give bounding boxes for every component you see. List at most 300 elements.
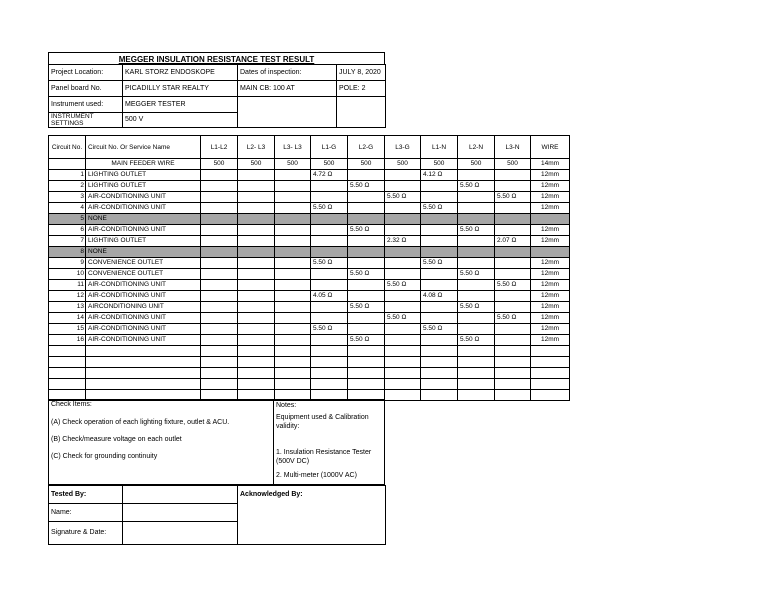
reading-cell: [458, 346, 495, 357]
reading-cell: [275, 302, 311, 313]
reading-cell: [238, 280, 275, 291]
tested-by-label: Tested By:: [49, 486, 123, 504]
reading-cell: [201, 181, 238, 192]
reading-cell: [385, 225, 421, 236]
reading-cell: [348, 192, 385, 203]
reading-cell: [495, 357, 531, 368]
reading-cell: [275, 269, 311, 280]
reading-cell: [238, 379, 275, 390]
circuit-number-cell: [49, 346, 86, 357]
reading-cell: [311, 269, 348, 280]
reading-cell: [385, 390, 421, 401]
table-row: [49, 203, 570, 214]
header-cell: Instrument used:: [49, 97, 123, 113]
reading-cell: [495, 181, 531, 192]
reading-cell: 4.72 Ω: [311, 170, 348, 181]
header-cell: Dates of inspection:: [238, 65, 337, 81]
reading-cell: [495, 214, 531, 225]
report-title: MEGGER INSULATION RESISTANCE TEST RESULT: [48, 52, 385, 65]
table-row: [49, 258, 570, 269]
service-name-cell: [86, 357, 201, 368]
reading-cell: [458, 203, 495, 214]
reading-cell: 4.05 Ω: [311, 291, 348, 302]
table-row: [49, 236, 570, 247]
reading-cell: [421, 247, 458, 258]
tested-by-field[interactable]: [123, 486, 238, 504]
reading-cell: 5.50 Ω: [348, 269, 385, 280]
wire-cell: 12mm: [531, 280, 570, 291]
header-row: [49, 65, 386, 81]
table-row: [49, 368, 570, 379]
reading-cell: 500: [495, 159, 531, 170]
reading-cell: [348, 203, 385, 214]
circuit-number-cell: 12: [49, 291, 86, 302]
reading-cell: 500: [275, 159, 311, 170]
header-cell: PICADILLY STAR REALTY: [123, 81, 238, 97]
reading-cell: [275, 192, 311, 203]
reading-cell: [348, 357, 385, 368]
wire-cell: [531, 379, 570, 390]
service-name-cell: [86, 346, 201, 357]
circuit-number-cell: 11: [49, 280, 86, 291]
reading-cell: [421, 192, 458, 203]
service-name-cell: [86, 368, 201, 379]
acknowledged-signature-field[interactable]: [238, 522, 386, 545]
reading-cell: [348, 346, 385, 357]
reading-cell: [348, 291, 385, 302]
circuit-number-cell: 3: [49, 192, 86, 203]
reading-cell: [421, 379, 458, 390]
column-header: Circuit No. Or Service Name: [86, 136, 201, 159]
reading-cell: [311, 302, 348, 313]
reading-cell: [238, 291, 275, 302]
reading-cell: [275, 368, 311, 379]
reading-cell: [385, 181, 421, 192]
reading-cell: 5.50 Ω: [458, 269, 495, 280]
column-header: L1-G: [311, 136, 348, 159]
reading-cell: 2.32 Ω: [385, 236, 421, 247]
reading-cell: [421, 280, 458, 291]
circuit-number-cell: 7: [49, 236, 86, 247]
reading-cell: [495, 302, 531, 313]
reading-cell: [238, 236, 275, 247]
reading-cell: [458, 214, 495, 225]
reading-cell: [275, 225, 311, 236]
circuit-number-cell: 1: [49, 170, 86, 181]
reading-cell: 4.12 Ω: [421, 170, 458, 181]
name-field[interactable]: [123, 504, 238, 522]
check-items-box: [48, 399, 274, 485]
wire-cell: [531, 247, 570, 258]
header-cell: MAIN CB: 100 AT: [238, 81, 337, 97]
wire-cell: [531, 214, 570, 225]
check-item-a: (A) Check operation of each lighting fixture, outlet & ACU.: [51, 419, 230, 426]
reading-cell: [495, 368, 531, 379]
circuit-number-cell: [49, 159, 86, 170]
reading-cell: [238, 335, 275, 346]
reading-cell: 4.08 Ω: [421, 291, 458, 302]
acknowledged-name-field[interactable]: [238, 504, 386, 522]
reading-cell: [275, 170, 311, 181]
reading-cell: [495, 335, 531, 346]
header-row: [49, 81, 386, 97]
signature-date-label: Signature & Date:: [49, 522, 123, 545]
reading-cell: 5.50 Ω: [348, 302, 385, 313]
column-header: WIRE: [531, 136, 570, 159]
wire-cell: [531, 368, 570, 379]
reading-cell: [275, 258, 311, 269]
reading-cell: [458, 390, 495, 401]
reading-cell: [311, 313, 348, 324]
check-item-c: (C) Check for grounding continuity: [51, 453, 158, 460]
service-name-cell: LIGHTING OUTLET: [86, 236, 201, 247]
signoff-table: [48, 485, 386, 545]
reading-cell: [495, 269, 531, 280]
reading-cell: [385, 335, 421, 346]
wire-cell: 12mm: [531, 269, 570, 280]
reading-cell: [238, 247, 275, 258]
reading-cell: [238, 302, 275, 313]
reading-cell: [275, 335, 311, 346]
reading-cell: [495, 247, 531, 258]
circuit-number-cell: [49, 379, 86, 390]
column-header: L2-N: [458, 136, 495, 159]
reading-cell: 500: [458, 159, 495, 170]
acknowledged-by-label: Acknowledged By:: [238, 486, 386, 504]
reading-cell: 5.50 Ω: [385, 192, 421, 203]
reading-cell: [421, 214, 458, 225]
reading-cell: 5.50 Ω: [348, 225, 385, 236]
reading-cell: [201, 291, 238, 302]
reading-cell: [275, 280, 311, 291]
reading-cell: [421, 313, 458, 324]
service-name-cell: CONVENIENCE OUTLET: [86, 269, 201, 280]
name-label: Name:: [49, 504, 123, 522]
column-header: L1-L2: [201, 136, 238, 159]
circuit-number-cell: 16: [49, 335, 86, 346]
table-row: [49, 313, 570, 324]
reading-cell: [238, 313, 275, 324]
reading-cell: [275, 247, 311, 258]
reading-cell: [238, 203, 275, 214]
service-name-cell: MAIN FEEDER WIRE: [86, 159, 201, 170]
reading-cell: 5.50 Ω: [348, 181, 385, 192]
reading-cell: 500: [385, 159, 421, 170]
reading-cell: [238, 225, 275, 236]
column-header: L2-G: [348, 136, 385, 159]
circuit-number-cell: 13: [49, 302, 86, 313]
reading-cell: [311, 236, 348, 247]
reading-cell: [201, 335, 238, 346]
header-cell: [337, 97, 386, 113]
reading-cell: [385, 379, 421, 390]
column-header: Circuit No.: [49, 136, 86, 159]
reading-cell: [201, 346, 238, 357]
reading-cell: 5.50 Ω: [421, 203, 458, 214]
table-row: [49, 269, 570, 280]
reading-cell: [458, 258, 495, 269]
service-name-cell: AIR-CONDITIONING UNIT: [86, 335, 201, 346]
reading-cell: [348, 324, 385, 335]
wire-cell: 12mm: [531, 192, 570, 203]
reading-cell: [421, 368, 458, 379]
check-items-title: Check Items:: [51, 401, 92, 408]
reading-cell: [458, 170, 495, 181]
reading-cell: [421, 346, 458, 357]
check-item-b: (B) Check/measure voltage on each outlet: [51, 436, 182, 443]
reading-cell: [238, 357, 275, 368]
reading-cell: 500: [421, 159, 458, 170]
header-cell: Panel board No.: [49, 81, 123, 97]
table-row: [49, 302, 570, 313]
service-name-cell: AIR-CONDITIONING UNIT: [86, 324, 201, 335]
table-row: [49, 346, 570, 357]
reading-cell: [201, 192, 238, 203]
reading-cell: [275, 291, 311, 302]
wire-cell: 12mm: [531, 203, 570, 214]
table-row: [49, 159, 570, 170]
reading-cell: [495, 390, 531, 401]
reading-cell: [385, 170, 421, 181]
circuit-number-cell: [49, 368, 86, 379]
reading-cell: [348, 258, 385, 269]
reading-cell: [495, 203, 531, 214]
wire-cell: 12mm: [531, 236, 570, 247]
reading-cell: [275, 236, 311, 247]
reading-cell: [311, 346, 348, 357]
header-cell: [238, 97, 337, 113]
notes-title: Notes:: [276, 402, 297, 409]
reading-cell: [275, 181, 311, 192]
reading-cell: [385, 291, 421, 302]
reading-cell: [385, 346, 421, 357]
service-name-cell: LIGHTING OUTLET: [86, 170, 201, 181]
wire-cell: 12mm: [531, 181, 570, 192]
reading-cell: [495, 346, 531, 357]
header-cell: [337, 113, 386, 128]
column-header: L3-G: [385, 136, 421, 159]
reading-cell: [385, 258, 421, 269]
reading-cell: 5.50 Ω: [385, 313, 421, 324]
reading-cell: 5.50 Ω: [311, 258, 348, 269]
reading-cell: 5.50 Ω: [495, 280, 531, 291]
reading-cell: [421, 390, 458, 401]
reading-cell: 2.07 Ω: [495, 236, 531, 247]
wire-cell: 12mm: [531, 258, 570, 269]
reading-cell: [385, 269, 421, 280]
wire-cell: [531, 346, 570, 357]
header-info-table: [48, 64, 386, 128]
table-row: [49, 357, 570, 368]
reading-cell: [385, 247, 421, 258]
wire-cell: 12mm: [531, 225, 570, 236]
reading-cell: [311, 247, 348, 258]
reading-cell: [201, 203, 238, 214]
reading-cell: [238, 192, 275, 203]
reading-cell: [385, 302, 421, 313]
reading-cell: [458, 236, 495, 247]
reading-cell: [348, 214, 385, 225]
reading-cell: [421, 269, 458, 280]
header-cell: 500 V: [123, 113, 238, 128]
reading-cell: 5.50 Ω: [458, 302, 495, 313]
table-row: [49, 280, 570, 291]
reading-cell: [201, 368, 238, 379]
header-row: [49, 113, 386, 128]
reading-cell: [495, 225, 531, 236]
circuit-number-cell: 10: [49, 269, 86, 280]
reading-cell: [348, 170, 385, 181]
wire-cell: [531, 390, 570, 401]
reading-cell: [201, 269, 238, 280]
column-header: L3- L3: [275, 136, 311, 159]
table-row: [49, 170, 570, 181]
reading-cell: 500: [311, 159, 348, 170]
reading-cell: [385, 324, 421, 335]
table-row: [49, 324, 570, 335]
table-row: [49, 335, 570, 346]
reading-cell: [311, 214, 348, 225]
reading-cell: [348, 313, 385, 324]
reading-cell: [385, 368, 421, 379]
header-cell: INSTRUMENT SETTINGS: [49, 113, 123, 128]
header-cell: Project Location:: [49, 65, 123, 81]
reading-cell: [275, 357, 311, 368]
service-name-cell: AIRCONDITIONING UNIT: [86, 302, 201, 313]
header-cell: POLE: 2: [337, 81, 386, 97]
reading-cell: [421, 357, 458, 368]
header-cell: JULY 8, 2020: [337, 65, 386, 81]
wire-cell: 12mm: [531, 313, 570, 324]
reading-cell: [495, 379, 531, 390]
circuit-number-cell: 8: [49, 247, 86, 258]
reading-cell: [275, 324, 311, 335]
reading-cell: [311, 192, 348, 203]
reading-cell: [201, 302, 238, 313]
service-name-cell: NONE: [86, 214, 201, 225]
column-header-row: [49, 136, 570, 159]
wire-cell: 12mm: [531, 335, 570, 346]
wire-cell: 12mm: [531, 291, 570, 302]
service-name-cell: [86, 379, 201, 390]
table-row: [49, 379, 570, 390]
reading-cell: 500: [348, 159, 385, 170]
reading-cell: [348, 236, 385, 247]
reading-cell: [421, 236, 458, 247]
reading-cell: [201, 258, 238, 269]
reading-cell: [495, 324, 531, 335]
table-row: [49, 247, 570, 258]
reading-cell: 5.50 Ω: [458, 335, 495, 346]
service-name-cell: AIR-CONDITIONING UNIT: [86, 291, 201, 302]
service-name-cell: LIGHTING OUTLET: [86, 181, 201, 192]
reading-cell: [385, 357, 421, 368]
table-row: [49, 225, 570, 236]
insulation-results-table: [48, 135, 570, 401]
reading-cell: [458, 357, 495, 368]
reading-cell: [458, 291, 495, 302]
reading-cell: [275, 203, 311, 214]
reading-cell: [238, 214, 275, 225]
reading-cell: [201, 225, 238, 236]
column-header: L1-N: [421, 136, 458, 159]
header-cell: MEGGER TESTER: [123, 97, 238, 113]
circuit-number-cell: 2: [49, 181, 86, 192]
header-cell: KARL STORZ ENDOSKOPE: [123, 65, 238, 81]
notes-subtitle: Equipment used & Calibration validity:: [276, 414, 369, 430]
wire-cell: 12mm: [531, 170, 570, 181]
notes-item-2: 2. Multi-meter (1000V AC): [276, 472, 357, 479]
reading-cell: [348, 368, 385, 379]
reading-cell: [201, 324, 238, 335]
reading-cell: 5.50 Ω: [311, 203, 348, 214]
reading-cell: [238, 269, 275, 280]
reading-cell: [495, 170, 531, 181]
reading-cell: 5.50 Ω: [458, 181, 495, 192]
reading-cell: [201, 313, 238, 324]
service-name-cell: NONE: [86, 247, 201, 258]
wire-cell: [531, 357, 570, 368]
reading-cell: 5.50 Ω: [348, 335, 385, 346]
reading-cell: [385, 214, 421, 225]
table-row: [49, 192, 570, 203]
reading-cell: [348, 379, 385, 390]
reading-cell: [201, 170, 238, 181]
reading-cell: [238, 181, 275, 192]
reading-cell: [311, 225, 348, 236]
reading-cell: [458, 192, 495, 203]
reading-cell: [458, 280, 495, 291]
reading-cell: 5.50 Ω: [385, 280, 421, 291]
reading-cell: [275, 214, 311, 225]
reading-cell: 5.50 Ω: [495, 192, 531, 203]
service-name-cell: AIR-CONDITIONING UNIT: [86, 192, 201, 203]
reading-cell: [201, 280, 238, 291]
circuit-number-cell: 15: [49, 324, 86, 335]
circuit-number-cell: 4: [49, 203, 86, 214]
circuit-number-cell: 9: [49, 258, 86, 269]
reading-cell: [458, 379, 495, 390]
wire-cell: 14mm: [531, 159, 570, 170]
reading-cell: [311, 181, 348, 192]
circuit-number-cell: [49, 357, 86, 368]
reading-cell: [311, 357, 348, 368]
circuit-number-cell: 14: [49, 313, 86, 324]
service-name-cell: AIR-CONDITIONING UNIT: [86, 203, 201, 214]
reading-cell: 5.50 Ω: [311, 324, 348, 335]
reading-cell: [458, 324, 495, 335]
reading-cell: [238, 346, 275, 357]
reading-cell: [275, 313, 311, 324]
reading-cell: [458, 368, 495, 379]
reading-cell: [311, 335, 348, 346]
signature-date-field[interactable]: [123, 522, 238, 545]
reading-cell: [311, 368, 348, 379]
reading-cell: [495, 291, 531, 302]
reading-cell: [238, 258, 275, 269]
column-header: L3-N: [495, 136, 531, 159]
reading-cell: 5.50 Ω: [421, 258, 458, 269]
circuit-number-cell: 5: [49, 214, 86, 225]
reading-cell: 5.50 Ω: [421, 324, 458, 335]
reading-cell: [495, 258, 531, 269]
reading-cell: [311, 379, 348, 390]
wire-cell: 12mm: [531, 302, 570, 313]
reading-cell: [348, 247, 385, 258]
table-row: [49, 291, 570, 302]
reading-cell: [421, 181, 458, 192]
reading-cell: [238, 170, 275, 181]
